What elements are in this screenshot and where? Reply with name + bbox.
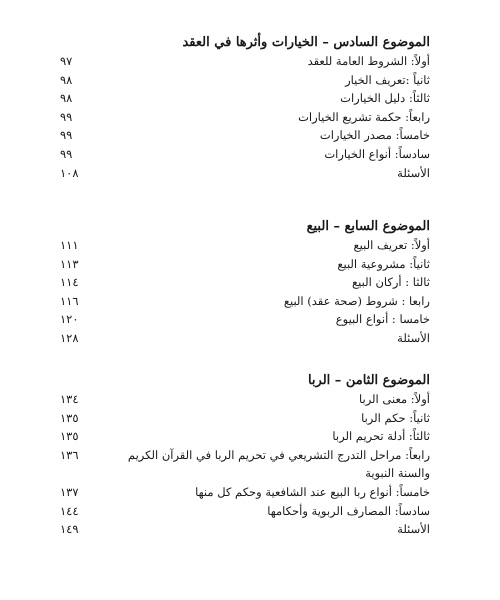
toc-entry [60, 126, 430, 145]
toc-entry [60, 483, 430, 502]
entry-title: الأسئلة [397, 330, 430, 345]
page-number: ٩٩ [60, 128, 73, 143]
toc-section-8 [60, 372, 430, 539]
section-title: الموضوع السابع – البيع [306, 219, 430, 234]
page-number: ٩٨ [60, 72, 73, 87]
toc-section-6 [60, 34, 430, 182]
page-number: ٩٩ [60, 109, 73, 124]
entry-title: خامساً: مصدر الخيارات [319, 128, 430, 143]
page-number: ١٣٧ [60, 484, 79, 499]
page-number: ١٣٥ [60, 429, 79, 444]
page-number: ١١٦ [60, 293, 79, 308]
entry-title: ثالثاً: أدلة تحريم الربا [332, 429, 430, 444]
entry-title: خامساً: أنواع ربا البيع عند الشافعية وحكم كل منها [195, 484, 430, 499]
page-number: ١١٤ [60, 275, 79, 290]
entry-title: رابعا : شروط (صحة عقد) البيع [283, 293, 430, 308]
toc-entry [60, 52, 430, 71]
entry-title: الأسئلة [397, 165, 430, 180]
page-number: ٩٧ [60, 54, 73, 68]
section-title: الموضوع السادس – الخيارات وأثرها في العقد [182, 35, 430, 50]
toc-entry [60, 292, 430, 311]
section-title: الموضوع الثامن – الربا [307, 373, 430, 388]
toc-entry [60, 446, 430, 483]
toc-entry [60, 329, 430, 348]
toc-entry [60, 89, 430, 108]
page-number: ١٠٨ [60, 165, 79, 180]
page-number: ١٣٤ [60, 392, 79, 406]
toc-entry [60, 145, 430, 164]
page-number: ١٤٩ [60, 522, 79, 537]
toc-entry [60, 310, 430, 329]
toc-entry [60, 502, 430, 521]
page-number: ٩٩ [60, 146, 73, 161]
toc-entry [60, 409, 430, 428]
toc-entry [60, 520, 430, 539]
page-number: ١٢٨ [60, 330, 79, 345]
entry-title: ثانياً :تعريف الخيار [345, 72, 430, 87]
entry-title: أولاً: الشروط العامة للعقد [307, 54, 430, 68]
entry-title: أولاً: تعريف البيع [353, 238, 430, 252]
entry-title: ثالثا : أركان البيع [352, 275, 430, 290]
toc-entry [60, 108, 430, 127]
page-number: ١٣٥ [60, 410, 79, 425]
toc-section-7 [60, 218, 430, 348]
entry-title: ثانياً: حكم الربا [361, 410, 430, 425]
entry-title: ثانياً: مشروعية البيع [337, 256, 430, 271]
entry-title: رابعاً: حكمة تشريع الخيارات [298, 109, 430, 124]
entry-title: الأسئلة [397, 522, 430, 537]
toc-entry [60, 164, 430, 183]
page-number: ١٤٤ [60, 503, 79, 518]
toc-entry [60, 236, 430, 255]
entry-title: سادساً: أنواع الخيارات [324, 146, 430, 161]
toc-entry [60, 427, 430, 446]
toc-entry [60, 273, 430, 292]
page-number: ١٣٦ [60, 447, 79, 462]
page-number: ١٢٠ [60, 312, 79, 327]
toc-entry [60, 71, 430, 90]
entry-title: ثالثاً: دليل الخيارات [340, 91, 430, 106]
entry-title: أولاً: معنى الربا [358, 392, 430, 406]
page-number: ٩٨ [60, 91, 73, 106]
toc-entry [60, 255, 430, 274]
page-number: ١١٣ [60, 256, 79, 271]
entry-title: خامسا : أنواع البيوع [335, 312, 430, 327]
toc-entry [60, 390, 430, 409]
page-number: ١١١ [60, 238, 79, 252]
entry-title: رابعاً: مراحل التدرج التشريعي في تحريم الربا في القرآن الكريم والسنة النبوية [127, 447, 430, 481]
entry-title: سادساً: المصارف الربوية وأحكامها [267, 503, 430, 518]
